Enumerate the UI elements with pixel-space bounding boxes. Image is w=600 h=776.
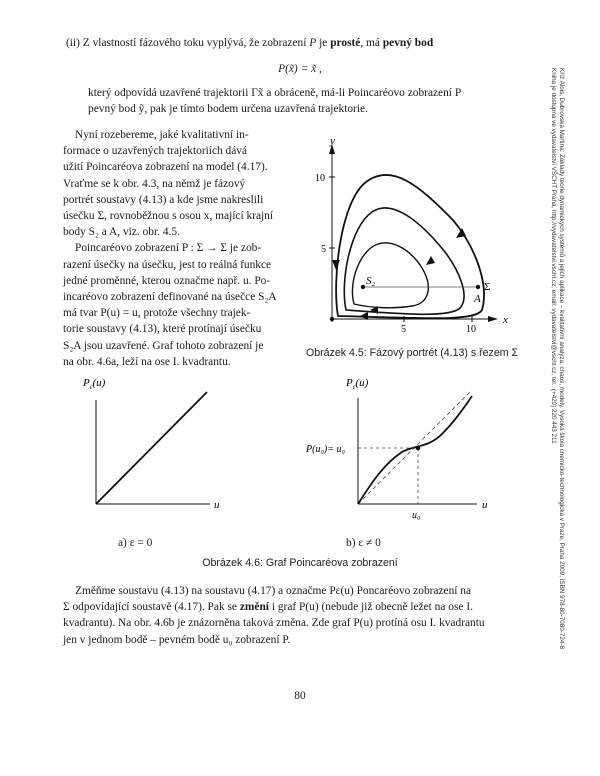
fig45-label-A: A: [474, 293, 481, 305]
fig45-label-S2: S₂: [366, 275, 376, 287]
bottom-line-2a: Σ odpovídající soustavě (4.17). Pak se: [63, 601, 237, 614]
fig46b-sublabel: b) ε ≠ 0: [346, 537, 381, 549]
p1-line: užití Poincaréova zobrazení na model (4.17).: [63, 161, 268, 174]
fig45-flow-arrow-icon: [426, 256, 435, 265]
p2-line: S₂A jsou uzavřené. Graf tohoto zobrazení je: [63, 339, 264, 352]
fig46b-fixed-point: [416, 446, 421, 451]
item-text-a: Z vlastností fázového toku vyplývá, že zobrazení: [82, 37, 307, 49]
figure-4-6b-graph: [302, 372, 502, 532]
p2-line: incaréovo zobrazení definované na úsečce S₂A: [63, 291, 277, 304]
page-number: 80: [294, 690, 306, 702]
p2-line: razení úsečky na úsečku, jest to reálná funkce: [63, 258, 272, 271]
fig46b-x-label: u: [482, 499, 488, 511]
paragraph-1: [63, 127, 298, 240]
fig45-orbit-inner: [352, 243, 428, 308]
left-paragraphs: [63, 127, 298, 370]
item-cont-line-2: pevný bod ỹ, pak je tímto bodem určena uzavřená trajektorie.: [88, 103, 368, 115]
fig45-caption: Obrázek 4.5: Fázový portrét (4.13) s řezem Σ: [306, 347, 519, 359]
fig45-orbit-outer: [336, 175, 484, 318]
p2-line: jedné proměnné, kterou označme např. u. Po-: [63, 274, 271, 287]
fig45-x-arrow-icon: [488, 316, 498, 322]
bottom-line-2b: i graf P(u) (nebude již obecně ležet na ose I.: [271, 601, 473, 614]
p1-line: formace o uzavřených trajektoriích dává: [63, 145, 248, 158]
fig45-tick-label-y10: 10: [315, 173, 325, 184]
fig45-flow-arrow-icon: [332, 260, 340, 270]
item-P: P: [309, 37, 317, 49]
fig45-tick-label-y5: 5: [321, 244, 326, 255]
bottom-paragraph: [63, 583, 525, 648]
fig45-tick-label-x10: 10: [466, 324, 476, 332]
fig46b-y-label: $P_\varepsilon(u)$: [346, 377, 369, 391]
p1-line: Nyní rozebereme, jaké kvalitativní in-: [75, 129, 249, 141]
copyright-sidebar: [525, 68, 565, 748]
fig46a-identity-line: [96, 392, 207, 504]
p2-line: torie soustavy (4.13), které protínají úsečku: [63, 323, 262, 336]
item-label: (ii): [66, 37, 80, 49]
bottom-line: Změňme soustavu (4.13) na soustavu (4.17) a označme Pε(u) Poncaréovo zobrazení na: [75, 585, 472, 597]
p1-line: úsečku Σ, rovnoběžnou s osou x, mající krajní: [63, 210, 274, 223]
fig46a-y-label: $P_\varepsilon(u)$: [83, 377, 106, 391]
bottom-line: kvadrantu). Na obr. 4.6b je znázorněna taková změna. Zde graf P(u) protíná osu I. kvadrantu: [63, 617, 485, 630]
fig46a-x-label: u: [214, 499, 220, 511]
formula: P(x̃) = x̃ ,: [278, 63, 322, 75]
fig46b-fixed-point-label: P(u₀)= u₀: [306, 444, 345, 455]
sidebar-line-2: Kniha je dostupná ve vydavatelství VŠCHT Praha, http://vydavatelstvi.vscht.cz, email: vydavatelstvi@vscht.cz, tel.: (+420) 220 443 211: [550, 68, 557, 444]
item-bold-b: pevný bod: [382, 37, 434, 49]
p1-line: Vraťme se k obr. 4.3, na němž je fázový: [63, 177, 246, 190]
figure-4-6a-graph: [80, 372, 250, 532]
fig45-y-label: y: [330, 135, 335, 147]
p1-line: body S₂ a A, viz. obr. 4.5.: [63, 226, 180, 239]
fig45-tick-label-x5: 5: [401, 324, 406, 332]
fig45-x-label: x: [503, 314, 508, 326]
fig45-point-A: [476, 285, 480, 289]
fig46b-tick-u0: u₀: [412, 510, 421, 521]
item-ii: [66, 35, 526, 51]
fig46-caption: Obrázek 4.6: Graf Poincaréova zobrazení: [202, 557, 398, 569]
item-text-c: , má: [360, 37, 380, 49]
p2-line: má tvar P(u) = u, protože všechny trajek-: [63, 307, 251, 320]
p2-line: na obr. 4.6a, leží na ose I. kvadrantu.: [63, 355, 231, 368]
fig46a-sublabel: a) ε = 0: [118, 537, 153, 549]
p2-line: Poincaréovo zobrazení P : Σ → Σ je zob-: [75, 242, 262, 255]
bottom-line: jen v jednom bodě – pevném bodě u₀ zobrazení P.: [63, 633, 291, 646]
item-text-b: je: [319, 37, 328, 49]
sidebar-line-1: Kříž Alois, Dubrovská Martina: Základy teorie dynamických systémů a jejich aplikace – kvalitativní analýza, chaos, modely. Vysoká škola chemicko-technologická v Praze, Praha 2009, ISBN 978-80-7080-724-8: [558, 68, 565, 649]
bottom-line-2: [63, 599, 525, 615]
fig45-orbit-mid: [344, 208, 464, 314]
bottom-bold-word: změní: [239, 601, 269, 614]
fig45-origin-point: [330, 317, 334, 321]
fig45-point-S2: [361, 285, 365, 289]
fig46b-graph-curve: [358, 396, 472, 504]
p1-line: portrét soustavy (4.13) a kde jsme nakreslili: [63, 193, 264, 206]
item-bold-a: prosté: [330, 37, 361, 49]
item-cont-line-1: který odpovídá uzavřené trajektorii Γx̃ a obráceně, má-li Poincaréovo zobrazení P: [88, 87, 462, 99]
paragraph-2: [63, 240, 298, 370]
figure-4-5-phase-portrait: [300, 132, 525, 332]
fig45-label-sigma: Σ: [484, 281, 491, 293]
